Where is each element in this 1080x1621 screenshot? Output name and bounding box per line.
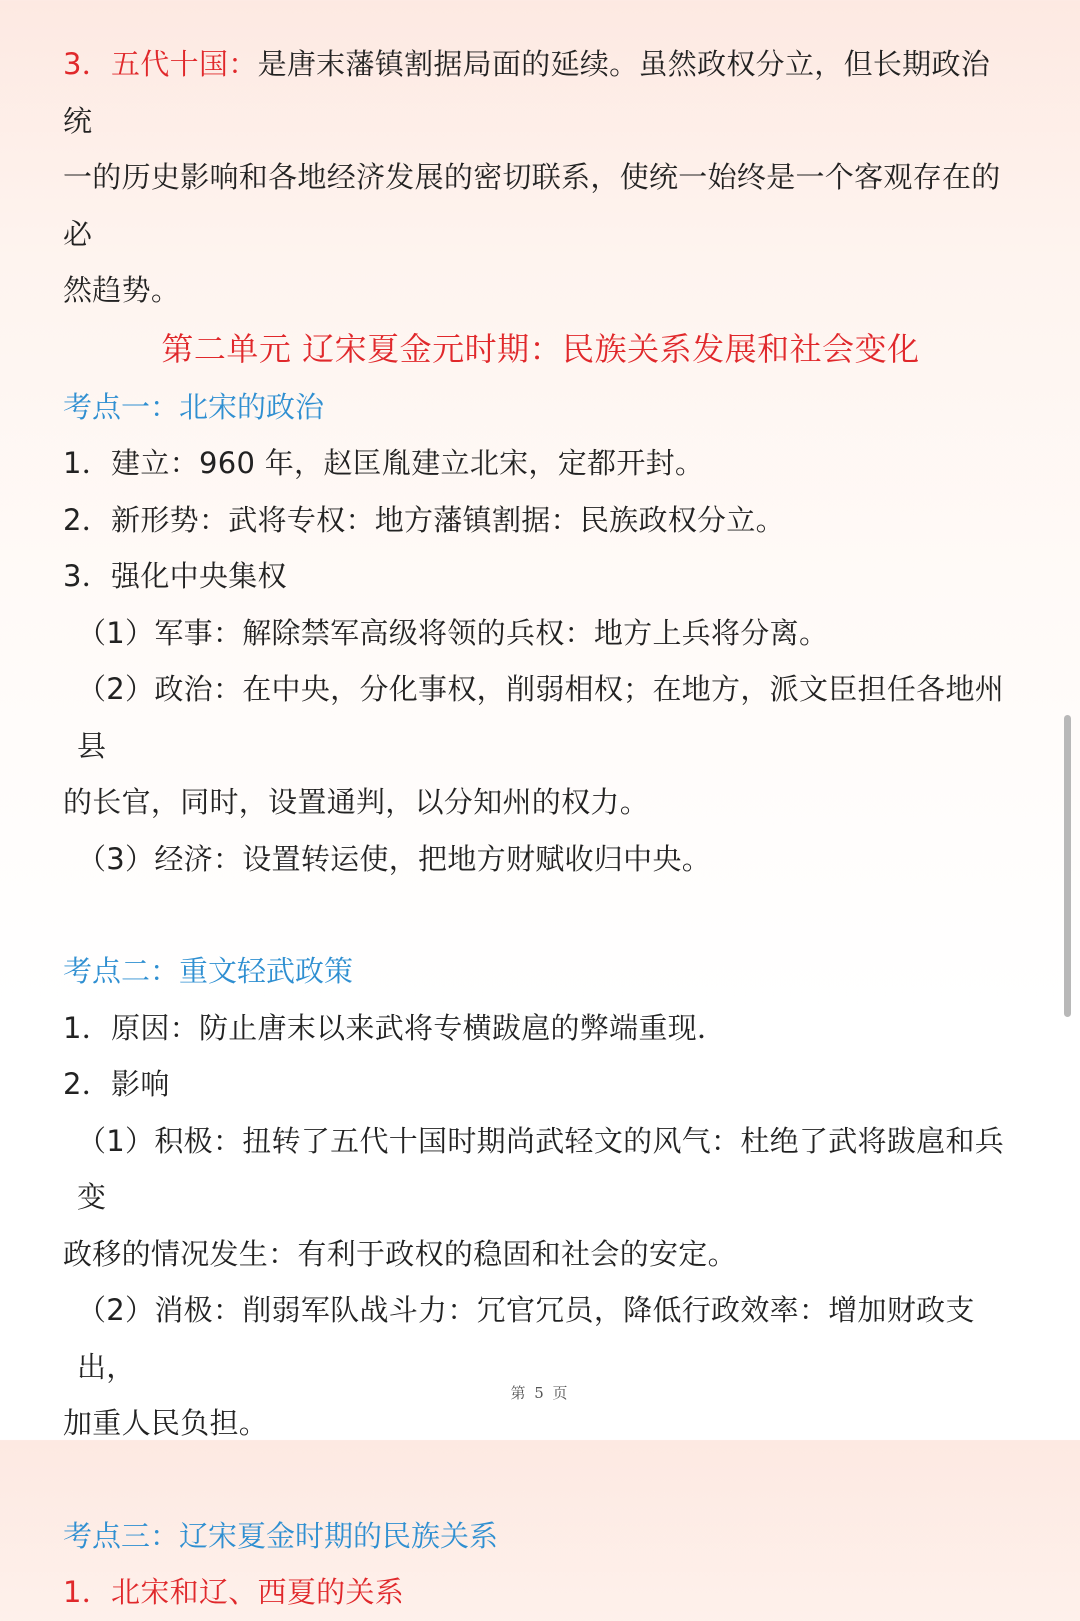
kaodian-1-item-3: 3．强化中央集权	[63, 559, 287, 593]
kaodian-1-sub-2-line-2: 的长官，同时，设置通判，以分知州的权力。	[63, 785, 650, 819]
kaodian-3-item-1: 1．北宋和辽、西夏的关系	[63, 1575, 405, 1609]
kaodian-2-title: 考点二：重文轻武政策	[63, 954, 354, 988]
kaodian-1-sub-1: （1）军事：解除禁军高级将领的兵权：地方上兵将分离。	[77, 615, 829, 650]
spacer	[63, 1452, 1018, 1508]
page-number: 第 5 页	[510, 1384, 570, 1402]
section-3-text-line-1: 是唐末藩镇割据局面的延续。虽然政权分立，但长期政治统	[63, 47, 991, 138]
kaodian-2-sub-1-line-2: 政移的情况发生：有利于政权的稳固和社会的安定。	[63, 1236, 737, 1271]
kaodian-1-sub-2-line-1: （2）政治：在中央，分化事权，削弱相权；在地方，派文臣担任各地州县	[77, 672, 1005, 763]
kaodian-2-sub-2-line-1: （2）消极：削弱军队战斗力：冗官冗员，降低行政效率：增加财政支出，	[77, 1293, 975, 1384]
section-3-text-line-2: 一的历史影响和各地经济发展的密切联系，使统一始终是一个客观存在的必	[63, 160, 1001, 251]
kaodian-1-title: 考点一：北宋的政治	[63, 389, 325, 424]
kaodian-1-sub-3: （3）经济：设置转运使，把地方财赋收归中央。	[77, 841, 712, 876]
section-3-paragraph	[63, 36, 1018, 149]
kaodian-1-item-2: 2．新形势：武将专权：地方藩镇割据：民族政权分立。	[63, 502, 785, 537]
kaodian-2-item-2: 2．影响	[63, 1067, 170, 1101]
kaodian-2-sub-2-line-2: 加重人民负担。	[63, 1406, 269, 1440]
kaodian-1-item-1: 1．建立：960 年，赵匡胤建立北宋，定都开封。	[63, 446, 705, 480]
kaodian-3-title: 考点三：辽宋夏金时期的民族关系	[63, 1518, 499, 1553]
kaodian-2-sub-1-line-1: （1）积极：扭转了五代十国时期尚武轻文的风气：杜绝了武将跋扈和兵变	[77, 1123, 1005, 1214]
section-3-text-line-3: 然趋势。	[63, 273, 181, 307]
unit-title: 第二单元 辽宋夏金元时期：民族关系发展和社会变化	[161, 329, 920, 368]
kaodian-2-item-1: 1．原因：防止唐末以来武将专横跋扈的弊端重现．	[63, 1010, 727, 1045]
section-3-heading: 3．五代十国：	[63, 47, 258, 81]
scrollbar-thumb[interactable]	[1064, 715, 1071, 1017]
spacer	[63, 887, 1018, 943]
